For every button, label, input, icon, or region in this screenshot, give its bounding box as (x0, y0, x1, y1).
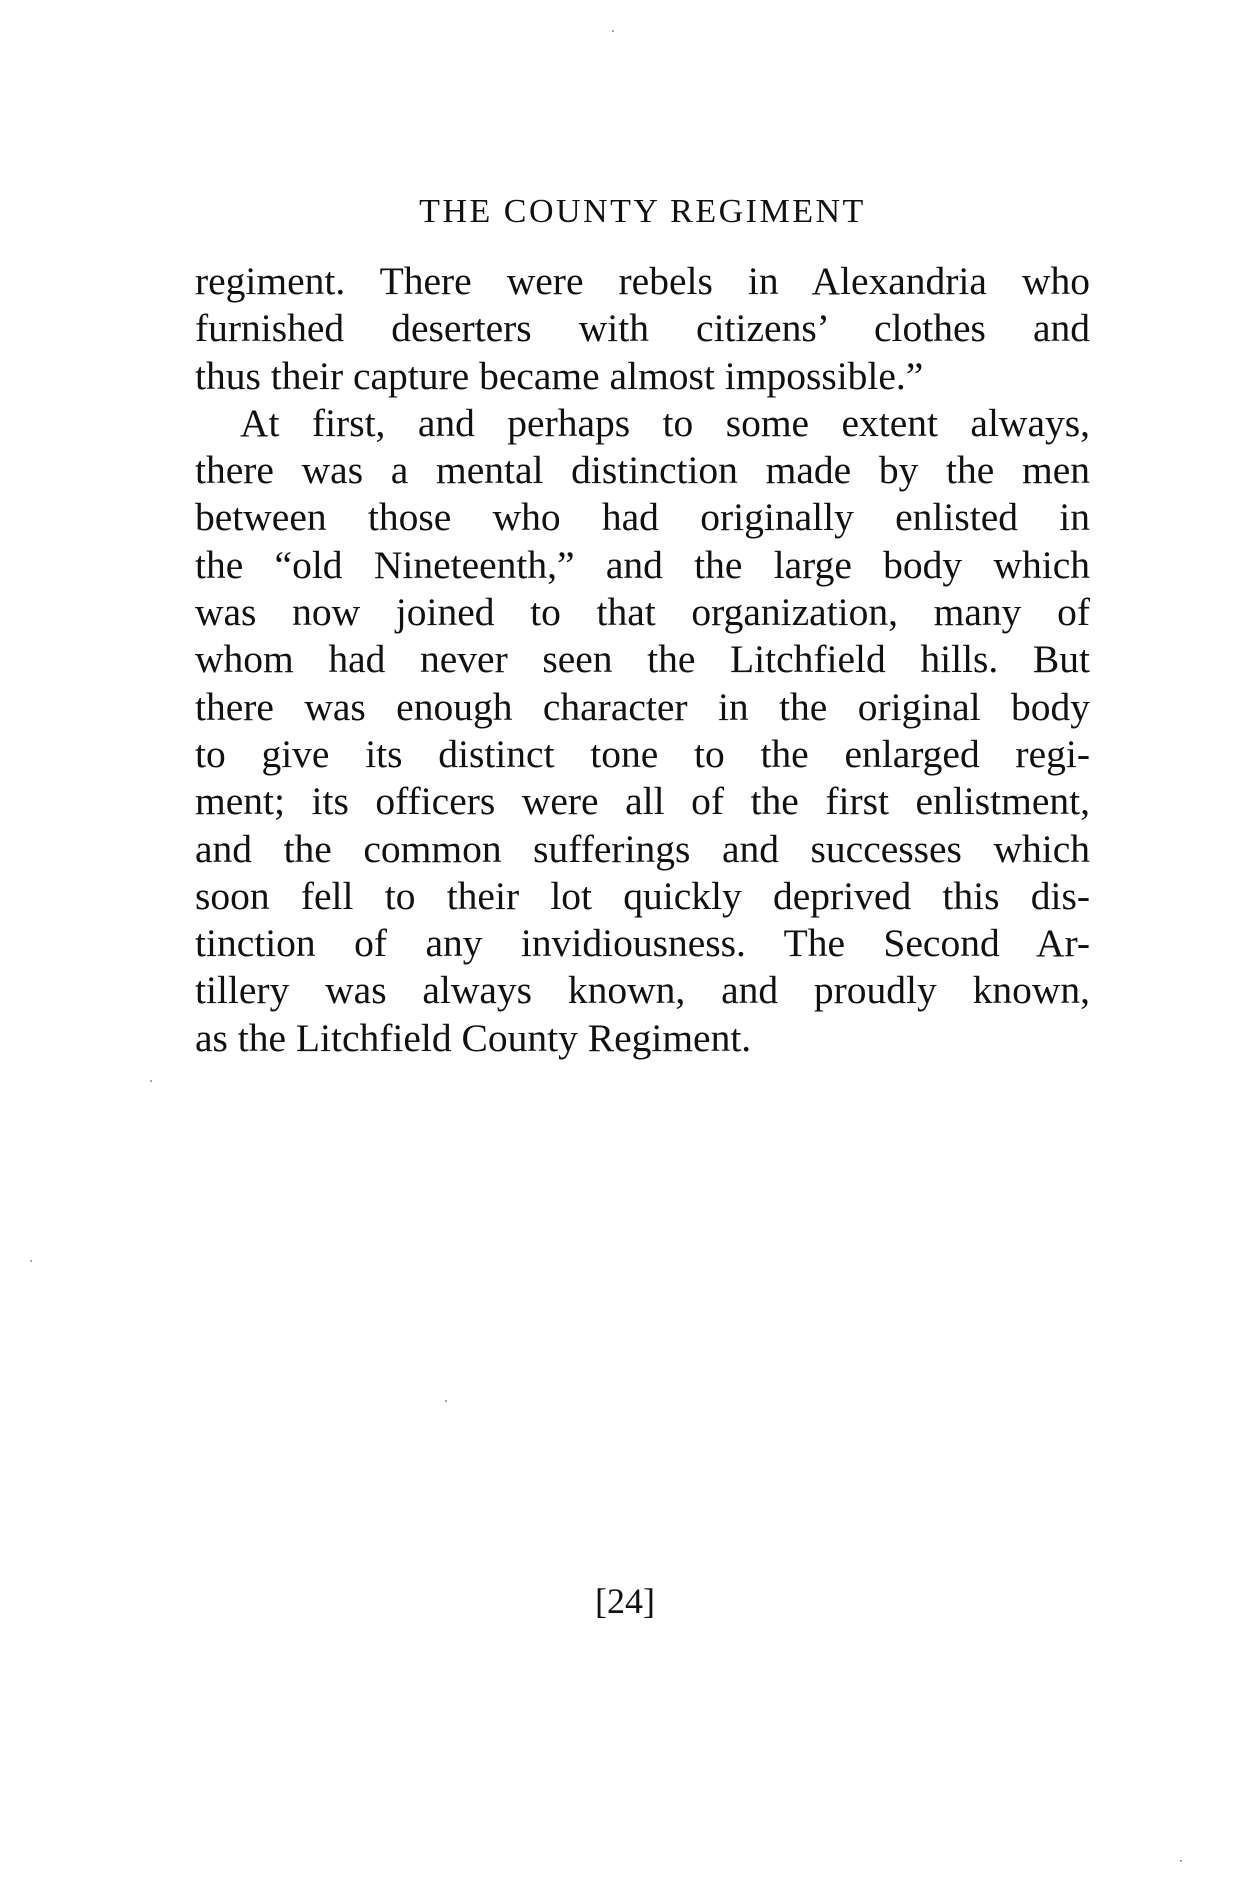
text-line: thus their capture became almost impossible.” (195, 353, 924, 398)
text-line: and the common sufferings and successes which (195, 826, 1090, 871)
scan-speck (150, 1080, 152, 1082)
text-line: the “old Nineteenth,” and the large body which (195, 542, 1090, 587)
scan-speck (445, 1400, 447, 1402)
text-line: ment; its officers were all of the first enlistment, (195, 779, 1090, 824)
scan-speck (1180, 1860, 1182, 1862)
text-line: between those who had originally enlisted in (195, 495, 1090, 540)
text-line: whom had never seen the Litchfield hills. But (195, 637, 1090, 682)
paragraph-start-line: At first, and perhaps to some extent always, (240, 400, 1090, 445)
text-line: there was enough character in the original body (195, 684, 1090, 729)
text-line: to give its distinct tone to the enlarged regi- (195, 731, 1090, 776)
body-text (195, 258, 1090, 1062)
scan-speck (612, 30, 614, 32)
text-line: was now joined to that organization, many of (195, 590, 1090, 635)
text-line: there was a mental distinction made by the men (195, 448, 1090, 493)
running-head: THE COUNTY REGIMENT (419, 193, 866, 230)
text-line: tinction of any invidiousness. The Second Ar- (195, 921, 1090, 966)
text-line: tillery was always known, and proudly known, (195, 968, 1090, 1013)
text-line: as the Litchfield County Regiment. (195, 1015, 752, 1060)
text-line: soon fell to their lot quickly deprived this dis- (195, 873, 1090, 918)
scan-speck (30, 1260, 32, 1262)
text-line: furnished deserters with citizens’ clothes and (195, 306, 1090, 351)
page-number: [24] (595, 1581, 655, 1621)
text-line: regiment. There were rebels in Alexandria who (195, 259, 1090, 303)
